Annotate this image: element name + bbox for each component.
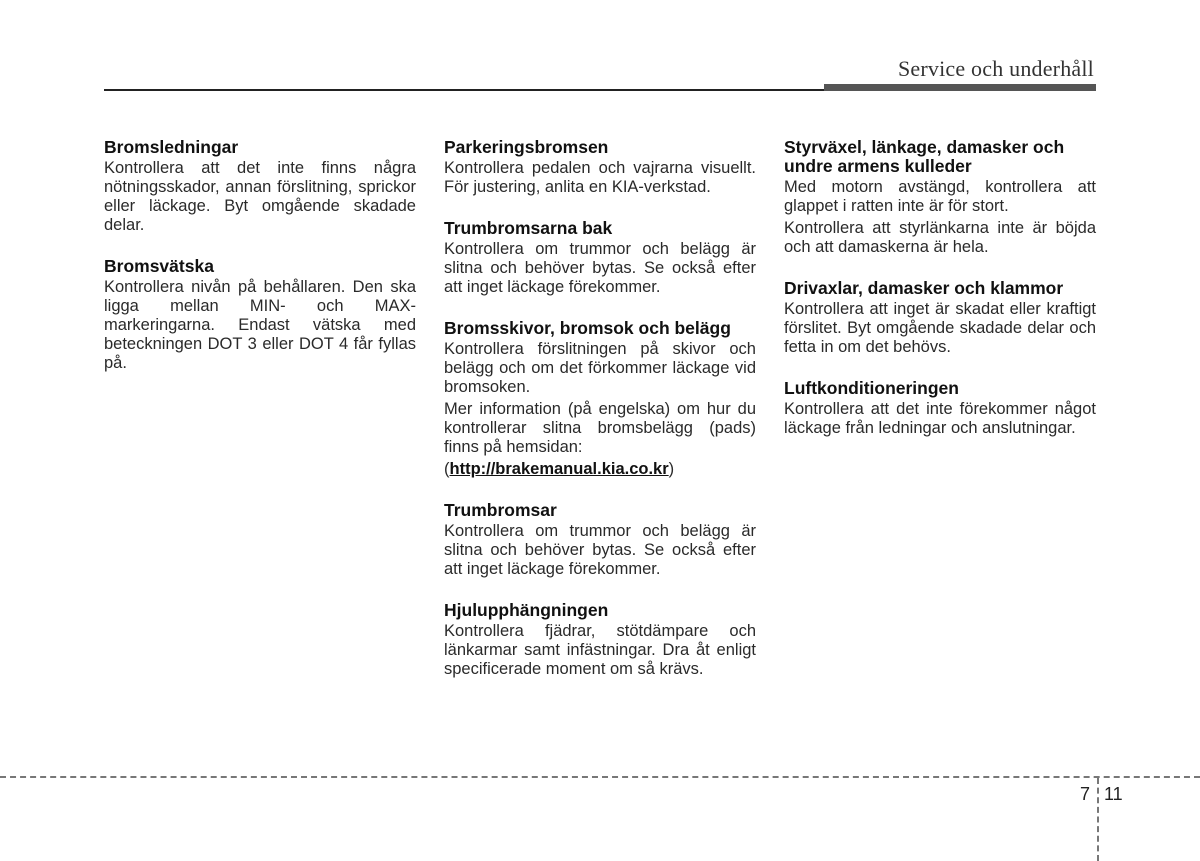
brakemanual-link[interactable]: http://brakemanual.kia.co.kr: [449, 460, 669, 478]
footer-rule: [0, 776, 1200, 778]
section-heading: Bromsvätska: [104, 256, 214, 276]
section-paragraph: Kontrollera att styrlänkarna inte är böjda och att damaskerna är hela.: [784, 219, 1096, 256]
section-parkeringsbromsen: [444, 138, 756, 197]
section-hjulupphangningen: [444, 601, 756, 679]
section-heading: Drivaxlar, damasker och klammor: [784, 278, 1064, 298]
section-trumbromsarna-bak: [444, 219, 756, 297]
link-open-paren: (: [444, 460, 450, 478]
section-heading: Bromsledningar: [104, 137, 239, 157]
section-heading: Bromsskivor, bromsok och belägg: [444, 318, 731, 338]
section-paragraph: Kontrollera att det inte förekommer något läckage från ledningar och anslutningar.: [784, 400, 1096, 437]
column-1: [104, 138, 416, 395]
section-paragraph: Kontrollera om trummor och belägg är slitna och behöver bytas. Se också efter att inget läckage förekommer.: [444, 240, 756, 296]
footer-separator: [1097, 778, 1099, 861]
section-bromsskivor: [444, 319, 756, 479]
column-2: [444, 138, 756, 701]
section-heading: Styrväxel, länkage, damasker och undre armens kulleder: [784, 137, 1065, 176]
section-paragraph: Med motorn avstängd, kontrollera att glappet i ratten inte är för stort.: [784, 178, 1096, 215]
link-line: [444, 460, 756, 479]
section-heading: Hjulupphängningen: [444, 600, 609, 620]
section-paragraph: Mer information (på engelska) om hur du kontrollerar slitna bromsbelägg (pads) finns på hemsidan:: [444, 400, 756, 456]
section-luftkonditioneringen: [784, 379, 1096, 438]
page-chapter-number: 7: [1079, 784, 1090, 804]
section-paragraph: Kontrollera fjädrar, stötdämpare och länkarmar samt infästningar. Dra åt enligt specificerade moment om så krävs.: [444, 622, 756, 678]
section-paragraph: Kontrollera förslitningen på skivor och belägg och om det förkommer läckage vid bromsoken.: [444, 340, 756, 396]
section-paragraph: Kontrollera att det inte finns några nötningsskador, annan förslitning, sprickor eller läckage. Byt omgående skadade delar.: [104, 159, 416, 234]
page-header-title: Service och underhåll: [897, 56, 1094, 81]
section-paragraph: Kontrollera pedalen och vajrarna visuellt. För justering, anlita en KIA-verkstad.: [444, 159, 756, 196]
section-drivaxlar: [784, 279, 1096, 357]
section-bromsledningar: [104, 138, 416, 235]
section-heading: Trumbromsarna bak: [444, 218, 613, 238]
section-heading: Trumbromsar: [444, 500, 557, 520]
header-rule-thin: [104, 89, 824, 91]
section-heading: Parkeringsbromsen: [444, 137, 609, 157]
section-trumbromsar: [444, 501, 756, 579]
section-heading: Luftkonditioneringen: [784, 378, 959, 398]
section-paragraph: Kontrollera nivån på behållaren. Den ska ligga mellan MIN- och MAX-markeringarna. Endast vätska med beteckningen DOT 3 eller DOT 4 får fyllas på.: [104, 278, 416, 372]
link-close-paren: ): [668, 460, 675, 478]
section-styrvaxel: [784, 138, 1096, 257]
page-number: 11: [1104, 784, 1123, 804]
header-rule-thick: [824, 84, 1096, 91]
column-3: [784, 138, 1096, 460]
section-bromsvatska: [104, 257, 416, 373]
section-paragraph: Kontrollera om trummor och belägg är slitna och behöver bytas. Se också efter att inget läckage förekommer.: [444, 522, 756, 578]
section-paragraph: Kontrollera att inget är skadat eller kraftigt förslitet. Byt omgående skadade delar och fetta in om det behövs.: [784, 300, 1096, 356]
